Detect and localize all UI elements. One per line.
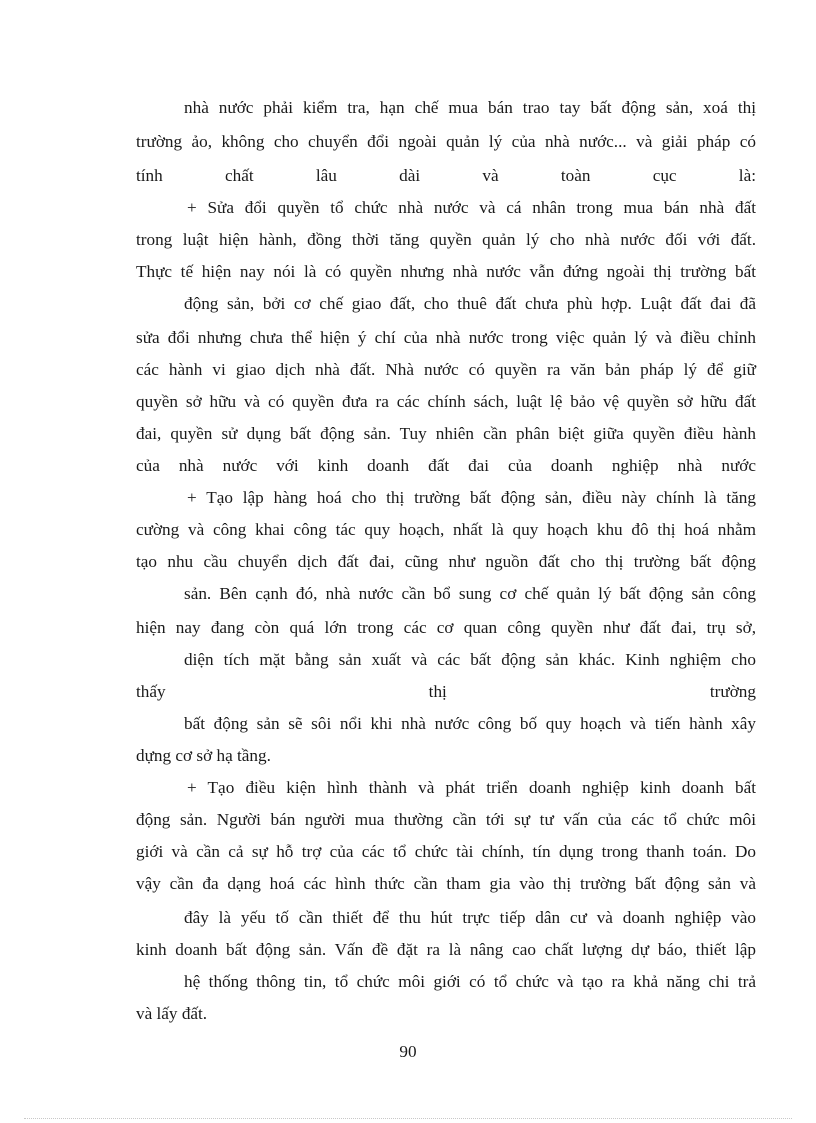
- page-number: 90: [399, 1042, 417, 1061]
- text-line: trường ảo, không cho chuyển đổi ngoài quản lý của nhà nước... và giải pháp có: [136, 132, 756, 151]
- text-line: quyền sở hữu và có quyền đưa ra các chính sách, luật lệ bảo vệ quyền sở hữu đất: [136, 392, 756, 411]
- text-line: hệ thống thông tin, tổ chức môi giới có tổ chức và tạo ra khả năng chi trả: [184, 972, 756, 991]
- text-line: diện tích mặt bằng sản xuất và các bất động sản khác. Kinh nghiệm cho: [184, 650, 756, 669]
- text-line: Thực tế hiện nay nói là có quyền nhưng nhà nước vẫn đứng ngoài thị trường bất: [136, 262, 756, 281]
- text-line: giới và cần cả sự hỗ trợ của các tổ chức tài chính, tín dụng trong thanh toán. Do: [136, 842, 756, 861]
- text-line: đai, quyền sử dụng bất động sản. Tuy nhiên cần phân biệt giữa quyền điều hành: [136, 424, 756, 443]
- text-line: trong luật hiện hành, đồng thời tăng quyền quản lý cho nhà nước đối với đất.: [136, 230, 756, 249]
- text-line: + Tạo điều kiện hình thành và phát triển doanh nghiệp kinh doanh bất: [187, 778, 756, 797]
- text-line: các hành vi giao dịch nhà đất. Nhà nước có quyền ra văn bản pháp lý để giữ: [136, 360, 756, 379]
- text-line: dựng cơ sở hạ tầng.: [136, 746, 271, 765]
- text-line: hiện nay đang còn quá lớn trong các cơ quan công quyền như đất đai, trụ sở,: [136, 618, 756, 637]
- text-line: của nhà nước với kinh doanh đất đai của doanh nghiệp nhà nước: [136, 456, 756, 475]
- text-line: sửa đổi nhưng chưa thể hiện ý chí của nhà nước trong việc quản lý và điều chỉnh: [136, 328, 756, 347]
- text-line: đây là yếu tố cần thiết để thu hút trực tiếp dân cư và doanh nghiệp vào: [184, 908, 756, 927]
- text-line: tính chất lâu dài và toàn cục là:: [136, 166, 756, 185]
- text-line: tạo nhu cầu chuyển dịch đất đai, cũng như nguồn đất cho thị trường bất động: [136, 552, 756, 571]
- page-bottom-divider: [24, 1118, 792, 1119]
- text-line: nhà nước phải kiểm tra, hạn chế mua bán trao tay bất động sản, xoá thị: [184, 98, 756, 117]
- text-line: thấy thị trường: [136, 682, 756, 701]
- text-line: kinh doanh bất động sản. Vấn đề đặt ra là nâng cao chất lượng dự báo, thiết lập: [136, 940, 756, 959]
- text-line: và lấy đất.: [136, 1004, 208, 1023]
- text-line: vậy cần đa dạng hoá các hình thức cần tham gia vào thị trường bất động sản và: [136, 874, 756, 893]
- text-line: + Sửa đổi quyền tổ chức nhà nước và cá nhân trong mua bán nhà đất: [187, 198, 756, 217]
- text-line: sản. Bên cạnh đó, nhà nước cần bổ sung cơ chế quản lý bất động sản công: [184, 584, 756, 603]
- text-line: bất động sản sẽ sôi nổi khi nhà nước công bố quy hoạch và tiến hành xây: [184, 714, 756, 733]
- text-line: động sản, bởi cơ chế giao đất, cho thuê đất chưa phù hợp. Luật đất đai đã: [184, 294, 756, 313]
- text-line: động sản. Người bán người mua thường cần tới sự tư vấn của các tổ chức môi: [136, 810, 756, 829]
- text-line: cường và công khai công tác quy hoạch, nhất là quy hoạch khu đô thị hoá nhằm: [136, 520, 756, 539]
- text-line: + Tạo lập hàng hoá cho thị trường bất động sản, điều này chính là tăng: [187, 488, 756, 507]
